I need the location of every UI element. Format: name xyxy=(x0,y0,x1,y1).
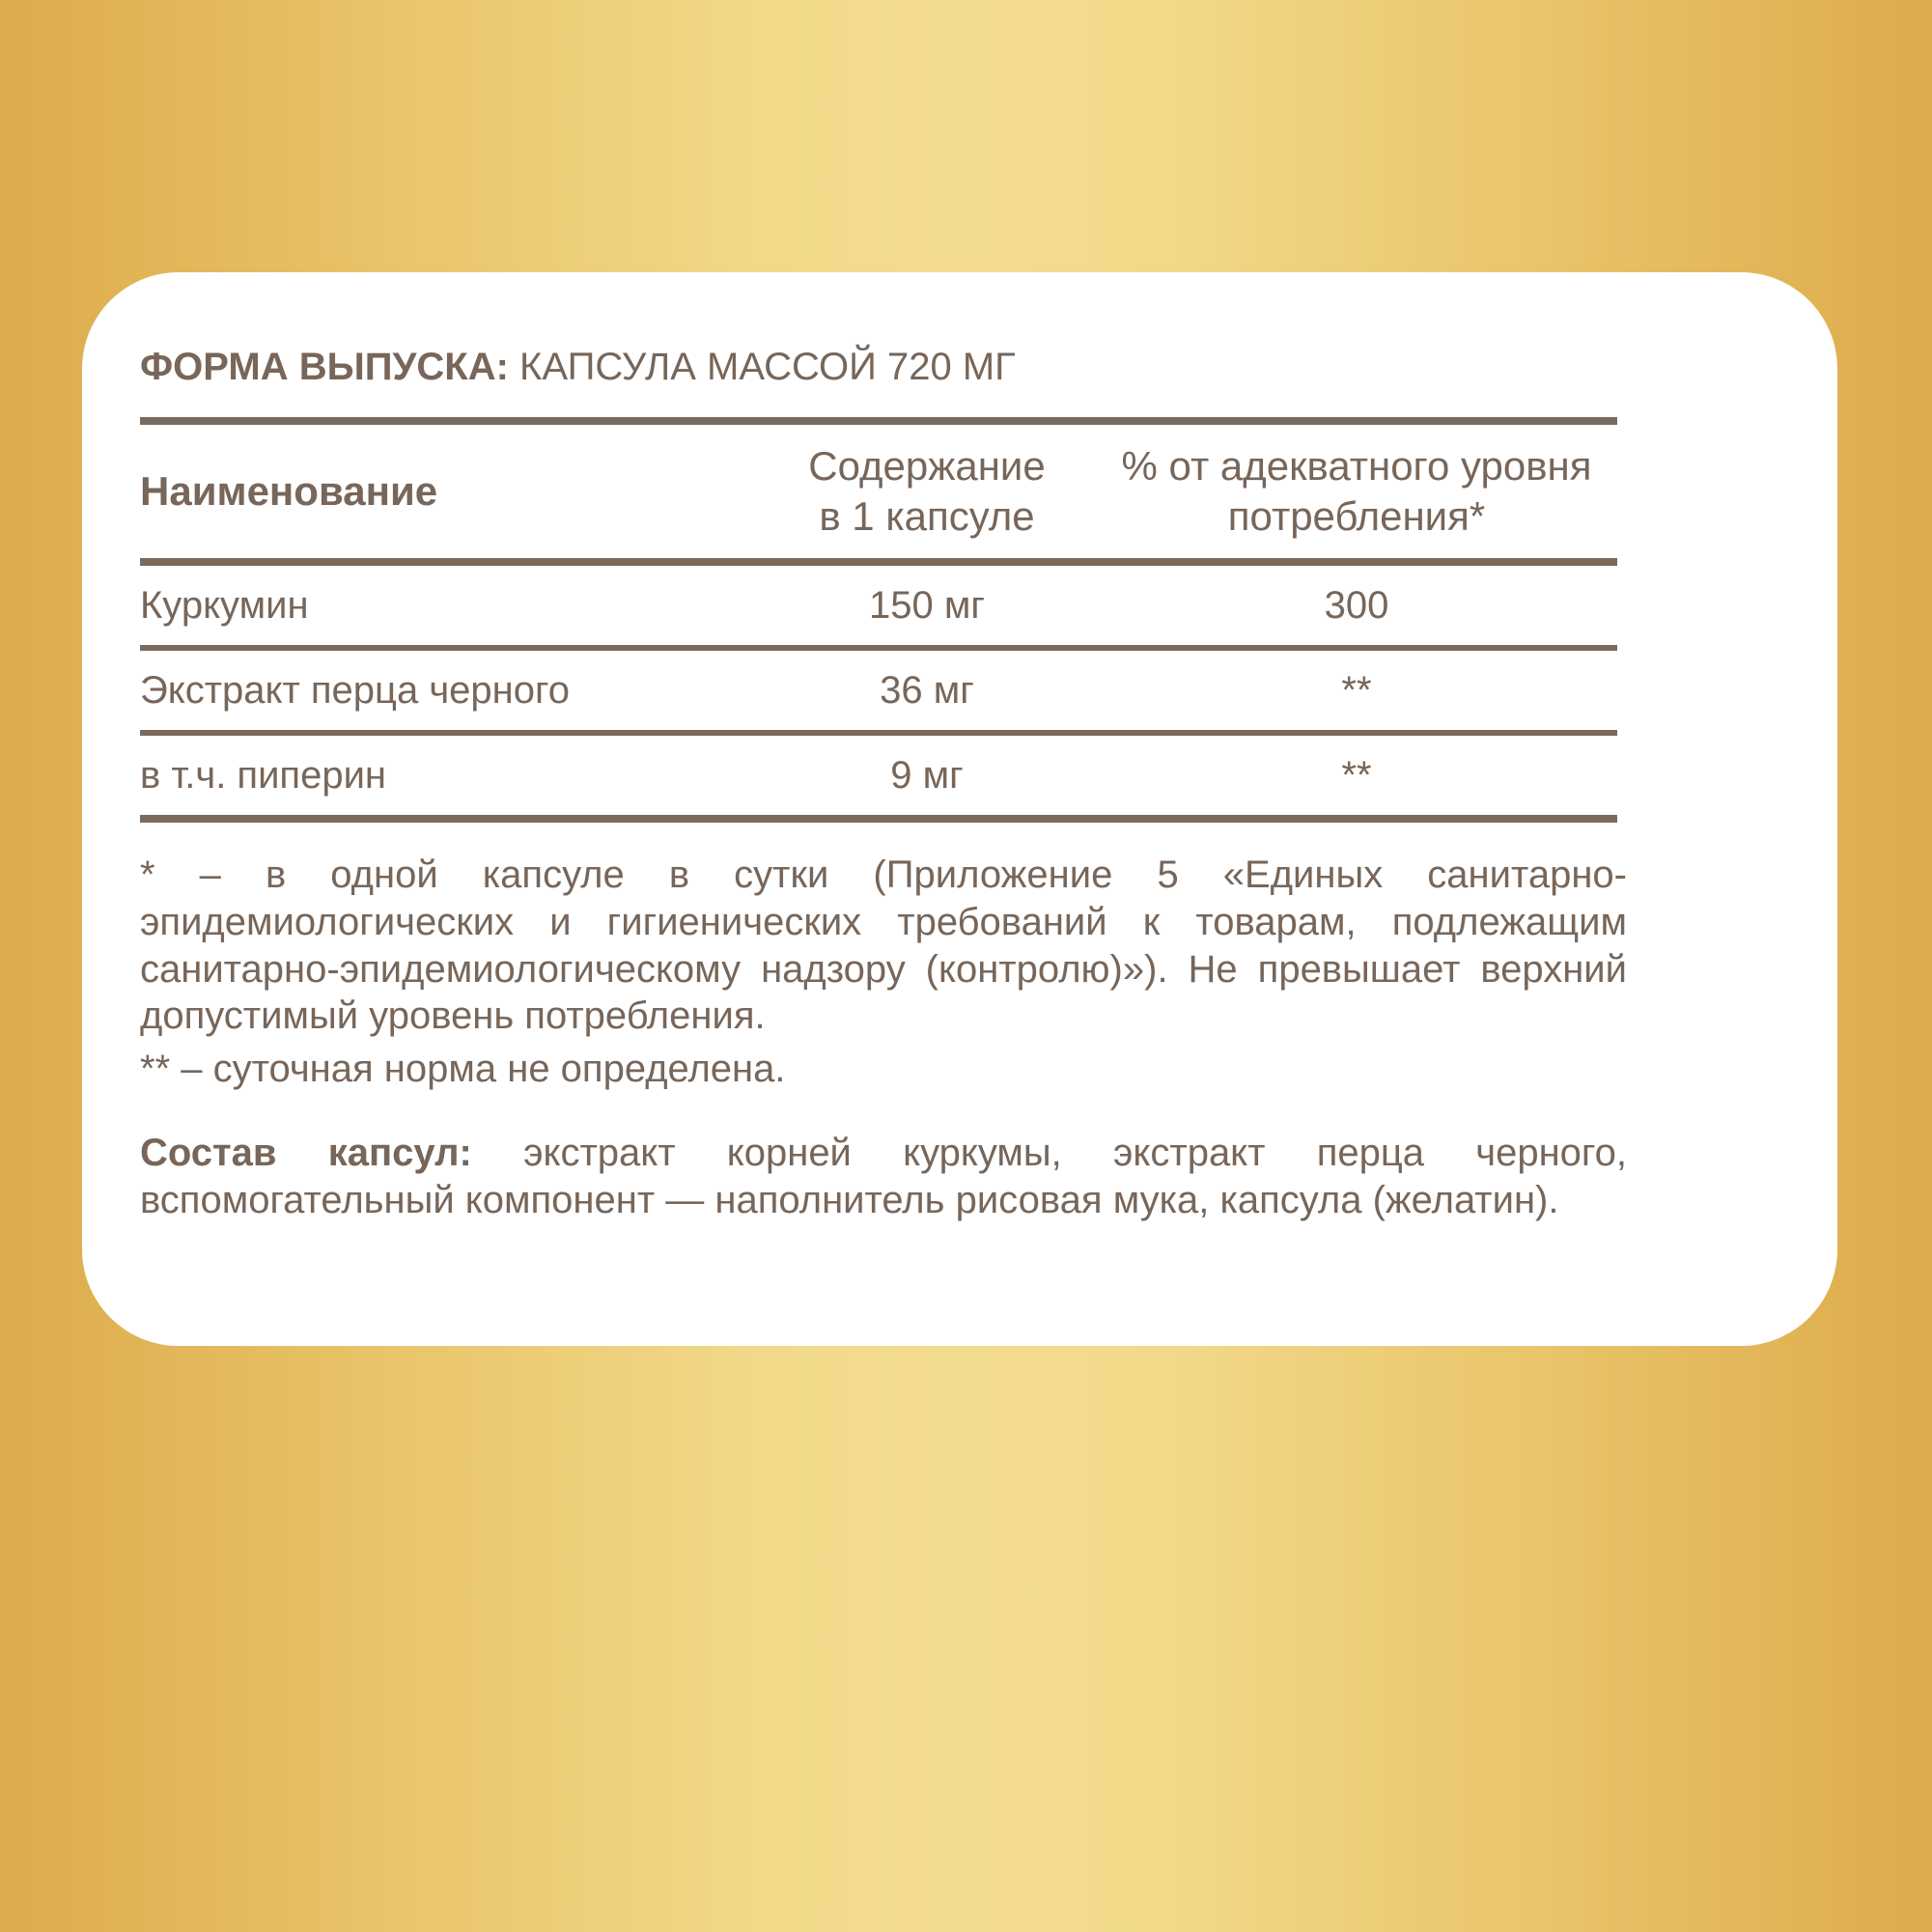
footnote-1: * – в одной капсуле в сутки (Приложение 5 «Единых санитарно-эпидемиологических и гигиенических требований к товарам, подлежащим санитарно-эпидемиологическому надзору (контролю)»). Не превышает верхний допустимый уровень потребления. xyxy=(140,854,1627,1038)
footnote-2: ** – суточная норма не определена. xyxy=(140,1048,786,1091)
table-top-rule xyxy=(140,417,1617,425)
row-amount: 150 мг xyxy=(869,583,985,627)
header-amount-line2: в 1 капсуле xyxy=(819,493,1035,539)
table-row xyxy=(140,736,1617,815)
composition-text: экстракт корней куркумы, экстракт перца черного, вспомогательный компонент — наполнитель рисовая мука, капсула (желатин). xyxy=(140,1131,1628,1221)
header-amount xyxy=(758,441,1096,543)
header-pct-line2: потребления* xyxy=(1227,493,1486,539)
footnotes xyxy=(140,852,1627,1093)
row-pct: ** xyxy=(1341,753,1372,797)
table-row xyxy=(140,651,1617,730)
composition-label: Состав капсул: xyxy=(140,1131,472,1174)
info-content xyxy=(140,348,1699,1224)
table-row xyxy=(140,566,1617,645)
header-name: Наименование xyxy=(140,468,438,514)
row-amount: 36 мг xyxy=(880,668,974,712)
row-name: Экстракт перца черного xyxy=(140,668,570,712)
header-pct-line1: % от адекватного уровня xyxy=(1121,442,1592,489)
table-header xyxy=(140,425,1617,558)
row-pct: 300 xyxy=(1324,583,1389,627)
row-name: Куркумин xyxy=(140,583,309,627)
row-pct: ** xyxy=(1341,668,1372,712)
header-amount-line1: Содержание xyxy=(808,442,1046,489)
table-header-rule xyxy=(140,558,1617,566)
row-name: в т.ч. пиперин xyxy=(140,753,387,797)
release-form-title xyxy=(140,348,1699,386)
release-form-value: КАПСУЛА МАССОЙ 720 МГ xyxy=(519,346,1016,388)
row-amount: 9 мг xyxy=(890,753,964,797)
composition xyxy=(140,1130,1627,1224)
release-form-label: ФОРМА ВЫПУСКА: xyxy=(140,346,509,388)
table-bottom-rule xyxy=(140,815,1617,823)
header-pct xyxy=(1096,441,1617,543)
